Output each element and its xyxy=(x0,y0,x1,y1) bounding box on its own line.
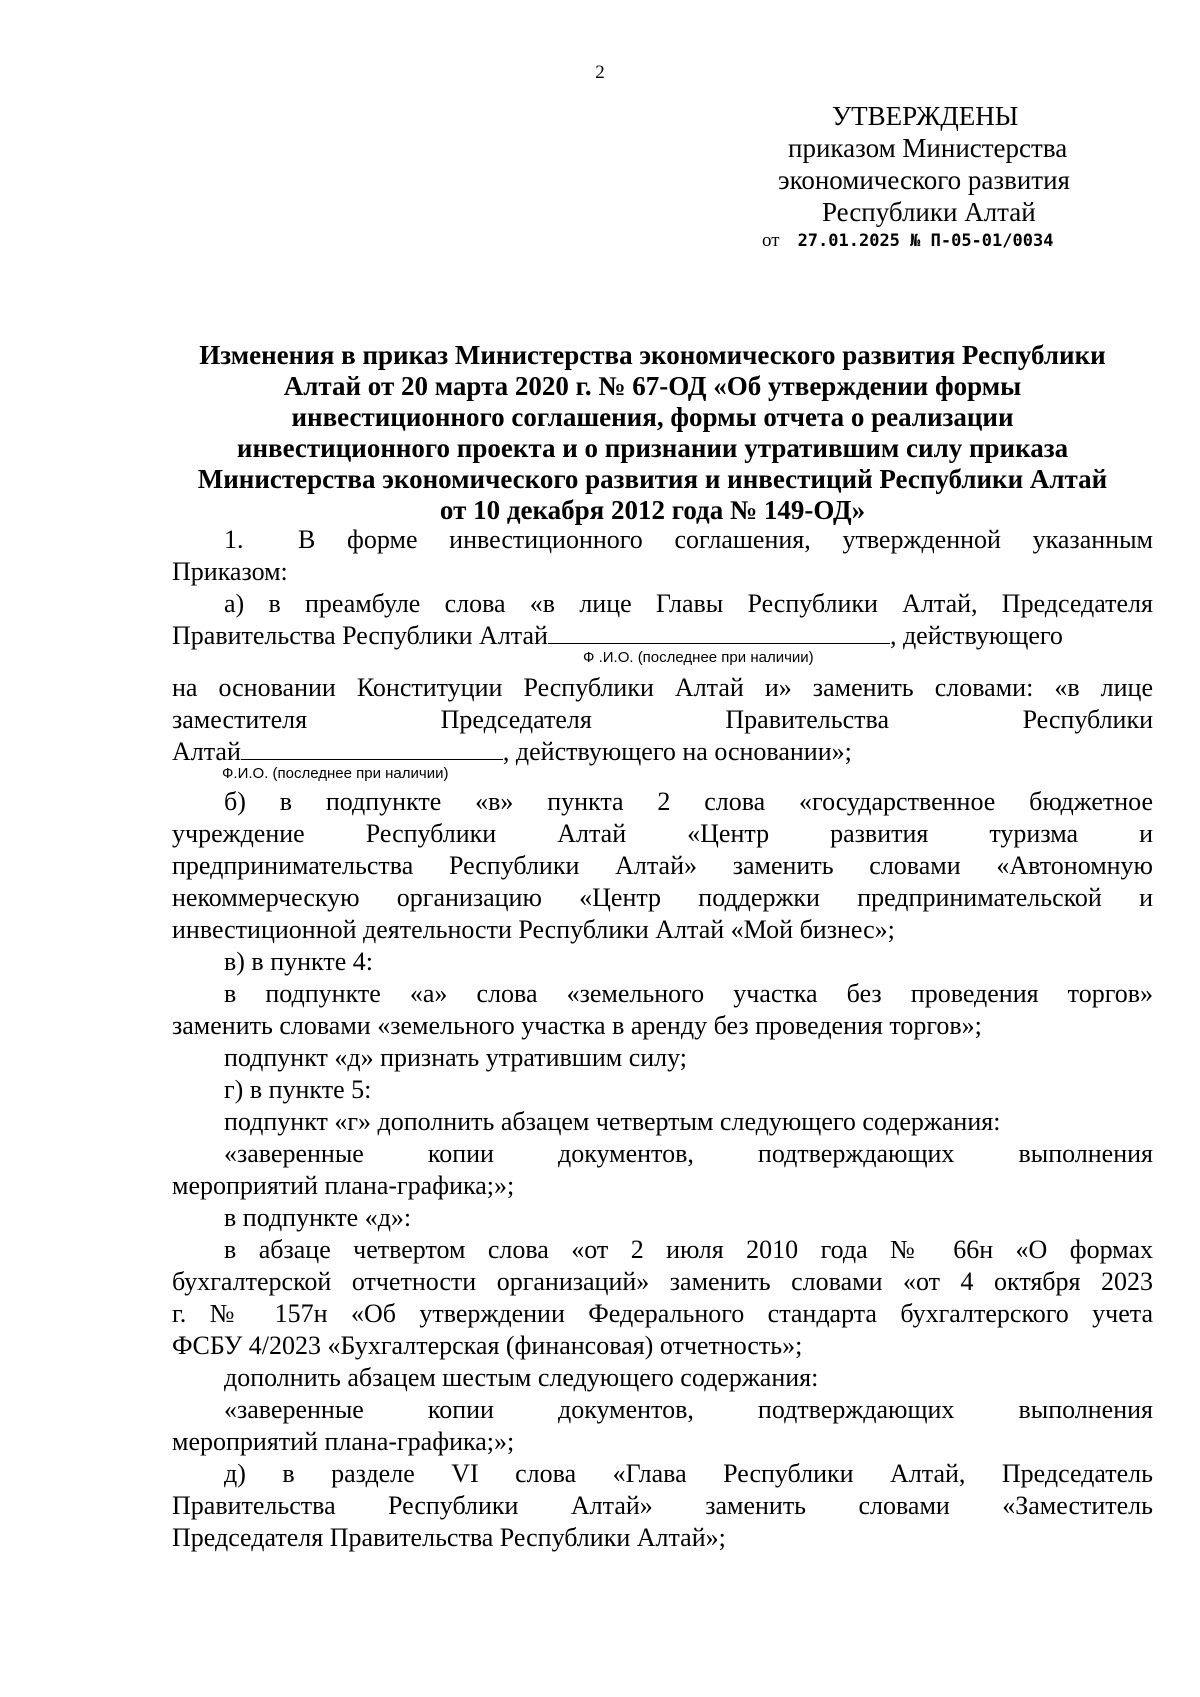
item-g-line-5: в подпункте «д»: xyxy=(224,1203,412,1232)
approval-line-2: экономического развития xyxy=(778,165,1070,195)
item-a-line-5-start: Алтай xyxy=(172,737,241,766)
item-a-line-2-end: , действующего xyxy=(889,621,1063,650)
item-1-line-2: Приказом: xyxy=(172,557,288,586)
item-b-line-1: б) в подпункте «в» пункта 2 слова «государственное бюджетное xyxy=(224,787,1153,816)
item-a-line-2-start: Правительства Республики Алтай xyxy=(172,621,548,650)
item-d-line-2: Правительства Республики Алтай» заменить словами «Заместитель xyxy=(172,1491,1153,1520)
title-line: Алтай от 20 марта 2020 г. № 67-ОД «Об утверждении формы xyxy=(283,371,1022,401)
item-g-line-8: г. № 157н «Об утверждении Федерального стандарта бухгалтерского учета xyxy=(172,1299,1153,1328)
item-a-line-2 xyxy=(172,620,1153,652)
item-a-line-3: на основании Конституции Республики Алтай и» заменить словами: «в лице xyxy=(172,673,1153,702)
item-v-line-4: подпункт «д» признать утратившим силу; xyxy=(224,1043,687,1072)
title-line: Изменения в приказ Министерства экономического развития Республики xyxy=(199,340,1106,370)
item-g-line-3: «заверенные копии документов, подтверждающих выполнения xyxy=(224,1139,1153,1168)
approval-line-1: приказом Министерства xyxy=(788,133,1068,163)
title-line: Министерства экономического развития и инвестиций Республики Алтай xyxy=(197,464,1108,494)
item-v-line-2: в подпункте «а» слова «земельного участка без проведения торгов» xyxy=(224,979,1153,1008)
item-g-line-7: бухгалтерской отчетности организаций» заменить словами «от 4 октября 2023 xyxy=(172,1267,1153,1296)
fio-blank-1 xyxy=(548,621,890,644)
title-line: инвестиционного проекта и о признании утратившим силу приказа xyxy=(236,433,1069,463)
item-g-line-9: ФСБУ 4/2023 «Бухгалтерская (финансовая) отчетность»; xyxy=(172,1331,803,1360)
item-a-line-5-end: , действующего на основании»; xyxy=(502,737,852,766)
approval-date-value: 27.01.2025 № П-05-01/0034 xyxy=(797,231,1054,251)
document-title xyxy=(160,340,1145,526)
item-b-line-4: некоммерческую организацию «Центр поддержки предпринимательской и xyxy=(172,883,1153,912)
title-line: от 10 декабря 2012 года № 149-ОД» xyxy=(439,495,866,525)
item-b-line-3: предпринимательства Республики Алтай» заменить словами «Автономную xyxy=(172,851,1153,880)
fio-note-1: Ф .И.О. (последнее при наличии) xyxy=(583,649,814,666)
title-line: инвестиционного соглашения, формы отчета о реализации xyxy=(291,402,1014,432)
item-g-line-10: дополнить абзацем шестым следующего содержания: xyxy=(224,1363,819,1392)
item-g-line-6: в абзаце четвертом слова «от 2 июля 2010 года № 66н «О формах xyxy=(224,1235,1153,1264)
item-v-line-1: в) в пункте 4: xyxy=(224,947,373,976)
approval-date xyxy=(762,230,1053,252)
page-number: 2 xyxy=(595,62,605,83)
fio-blank-2 xyxy=(241,737,503,760)
approval-title: УТВЕРЖДЕНЫ xyxy=(832,101,1019,131)
item-a-line-1: а) в преамбуле слова «в лице Главы Республики Алтай, Председателя xyxy=(224,589,1153,618)
item-g-line-1: г) в пункте 5: xyxy=(224,1075,372,1104)
item-d-line-3: Председателя Правительства Республики Алтай»; xyxy=(172,1523,726,1552)
item-g-line-11: «заверенные копии документов, подтверждающих выполнения xyxy=(224,1395,1153,1424)
item-b-line-2: учреждение Республики Алтай «Центр развития туризма и xyxy=(172,819,1153,848)
approval-date-prefix: от xyxy=(762,230,780,251)
item-a-line-4: заместителя Председателя Правительства Республики xyxy=(172,705,1153,734)
item-a-line-5 xyxy=(172,736,1153,768)
item-g-line-4: мероприятий плана-графика;»; xyxy=(172,1171,515,1200)
item-1-number: 1. xyxy=(224,525,244,554)
item-g-line-2: подпункт «г» дополнить абзацем четвертым следующего содержания: xyxy=(224,1107,1001,1136)
item-1-text: В форме инвестиционного соглашения, утвержденной указанным xyxy=(298,525,1153,554)
approval-line-3: Республики Алтай xyxy=(822,197,1036,227)
item-g-line-12: мероприятий плана-графика;»; xyxy=(172,1427,515,1456)
fio-note-2: Ф.И.О. (последнее при наличии) xyxy=(222,765,449,782)
item-b-line-5: инвестиционной деятельности Республики Алтай «Мой бизнес»; xyxy=(172,915,895,944)
item-d-line-1: д) в разделе VI слова «Глава Республики Алтай, Председатель xyxy=(224,1459,1153,1488)
item-v-line-3: заменить словами «земельного участка в аренду без проведения торгов»; xyxy=(172,1011,982,1040)
